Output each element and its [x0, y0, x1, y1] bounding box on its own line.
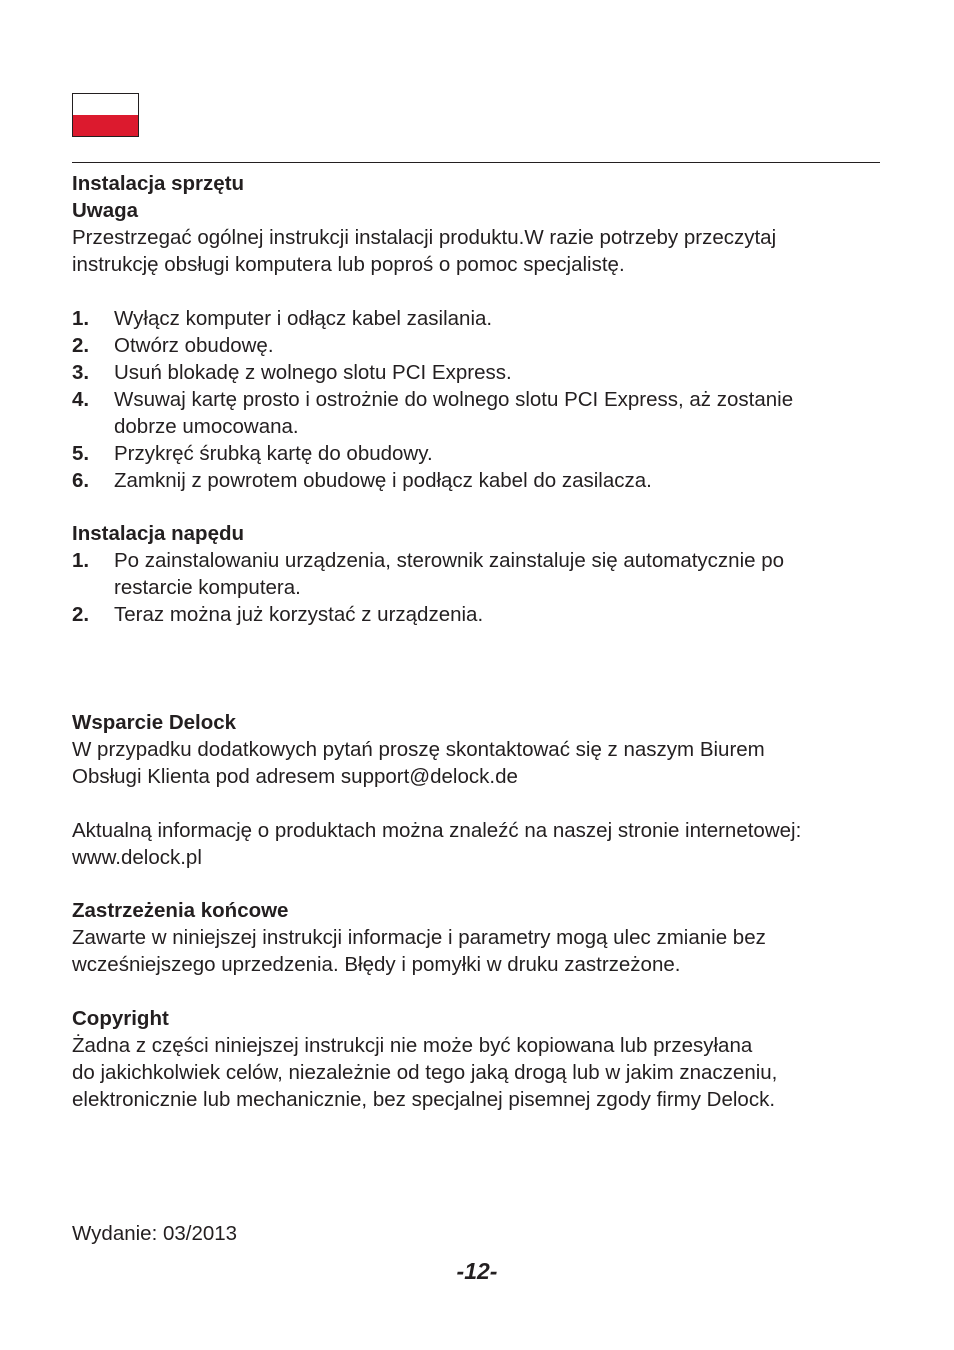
support-line-1: W przypadku dodatkowych pytań proszę skontaktować się z naszym Biurem — [72, 738, 765, 761]
step-number: 5. — [72, 442, 90, 465]
step-text: Przykręć śrubką kartę do obudowy. — [114, 442, 433, 465]
step-text: Zamknij z powrotem obudowę i podłącz kabel do zasilacza. — [114, 469, 652, 492]
step-text: Usuń blokadę z wolnego slotu PCI Express. — [114, 361, 512, 384]
copyright-heading: Copyright — [72, 1007, 169, 1030]
disclaimer-heading: Zastrzeżenia końcowe — [72, 899, 289, 922]
note-line-2: instrukcję obsługi komputera lub poproś o pomoc specjalistę. — [72, 253, 625, 276]
step-number: 1. — [72, 549, 90, 572]
info-line-1: Aktualną informację o produktach można znaleźć na naszej stronie internetowej: — [72, 819, 802, 842]
page-number: -12- — [456, 1258, 498, 1284]
hardware-heading: Instalacja sprzętu — [72, 172, 245, 195]
flag-red-stripe — [73, 115, 138, 136]
disclaimer-line-2: wcześniejszego uprzedzenia. Błędy i pomyłki w druku zastrzeżone. — [72, 953, 681, 976]
website-link[interactable]: www.delock.pl — [72, 846, 202, 869]
step-number: 2. — [72, 334, 90, 357]
step-text: Teraz można już korzystać z urządzenia. — [114, 603, 484, 626]
copyright-line-2: do jakichkolwiek celów, niezależnie od tego jaką drogą lub w jakim znaczeniu, — [72, 1061, 778, 1084]
poland-flag-icon — [72, 93, 139, 137]
step-number: 6. — [72, 469, 90, 492]
edition-text: Wydanie: 03/2013 — [72, 1222, 238, 1245]
header-divider — [72, 162, 880, 163]
driver-heading: Instalacja napędu — [72, 522, 245, 545]
flag-white-stripe — [73, 94, 138, 115]
support-line-2: Obsługi Klienta pod adresem support@delock.de — [72, 765, 518, 788]
step-number: 1. — [72, 307, 90, 330]
step-text: Wyłącz komputer i odłącz kabel zasilania. — [114, 307, 493, 330]
support-heading: Wsparcie Delock — [72, 711, 237, 734]
note-line-1: Przestrzegać ogólnej instrukcji instalacji produktu.W razie potrzeby przeczytaj — [72, 226, 777, 249]
disclaimer-line-1: Zawarte w niniejszej instrukcji informacje i parametry mogą ulec zmianie bez — [72, 926, 766, 949]
step-number: 3. — [72, 361, 90, 384]
note-heading: Uwaga — [72, 199, 139, 222]
step-text-continued: restarcie komputera. — [114, 576, 301, 599]
step-text: Wsuwaj kartę prosto i ostrożnie do wolnego slotu PCI Express, aż zostanie — [114, 388, 794, 411]
copyright-line-3: elektronicznie lub mechanicznie, bez specjalnej pisemnej zgody firmy Delock. — [72, 1088, 776, 1111]
step-text-continued: dobrze umocowana. — [114, 415, 299, 438]
step-text: Po zainstalowaniu urządzenia, sterownik zainstaluje się automatycznie po — [114, 549, 785, 572]
step-number: 4. — [72, 388, 90, 411]
copyright-line-1: Żadna z części niniejszej instrukcji nie może być kopiowana lub przesyłana — [72, 1034, 753, 1057]
step-text: Otwórz obudowę. — [114, 334, 274, 357]
step-number: 2. — [72, 603, 90, 626]
